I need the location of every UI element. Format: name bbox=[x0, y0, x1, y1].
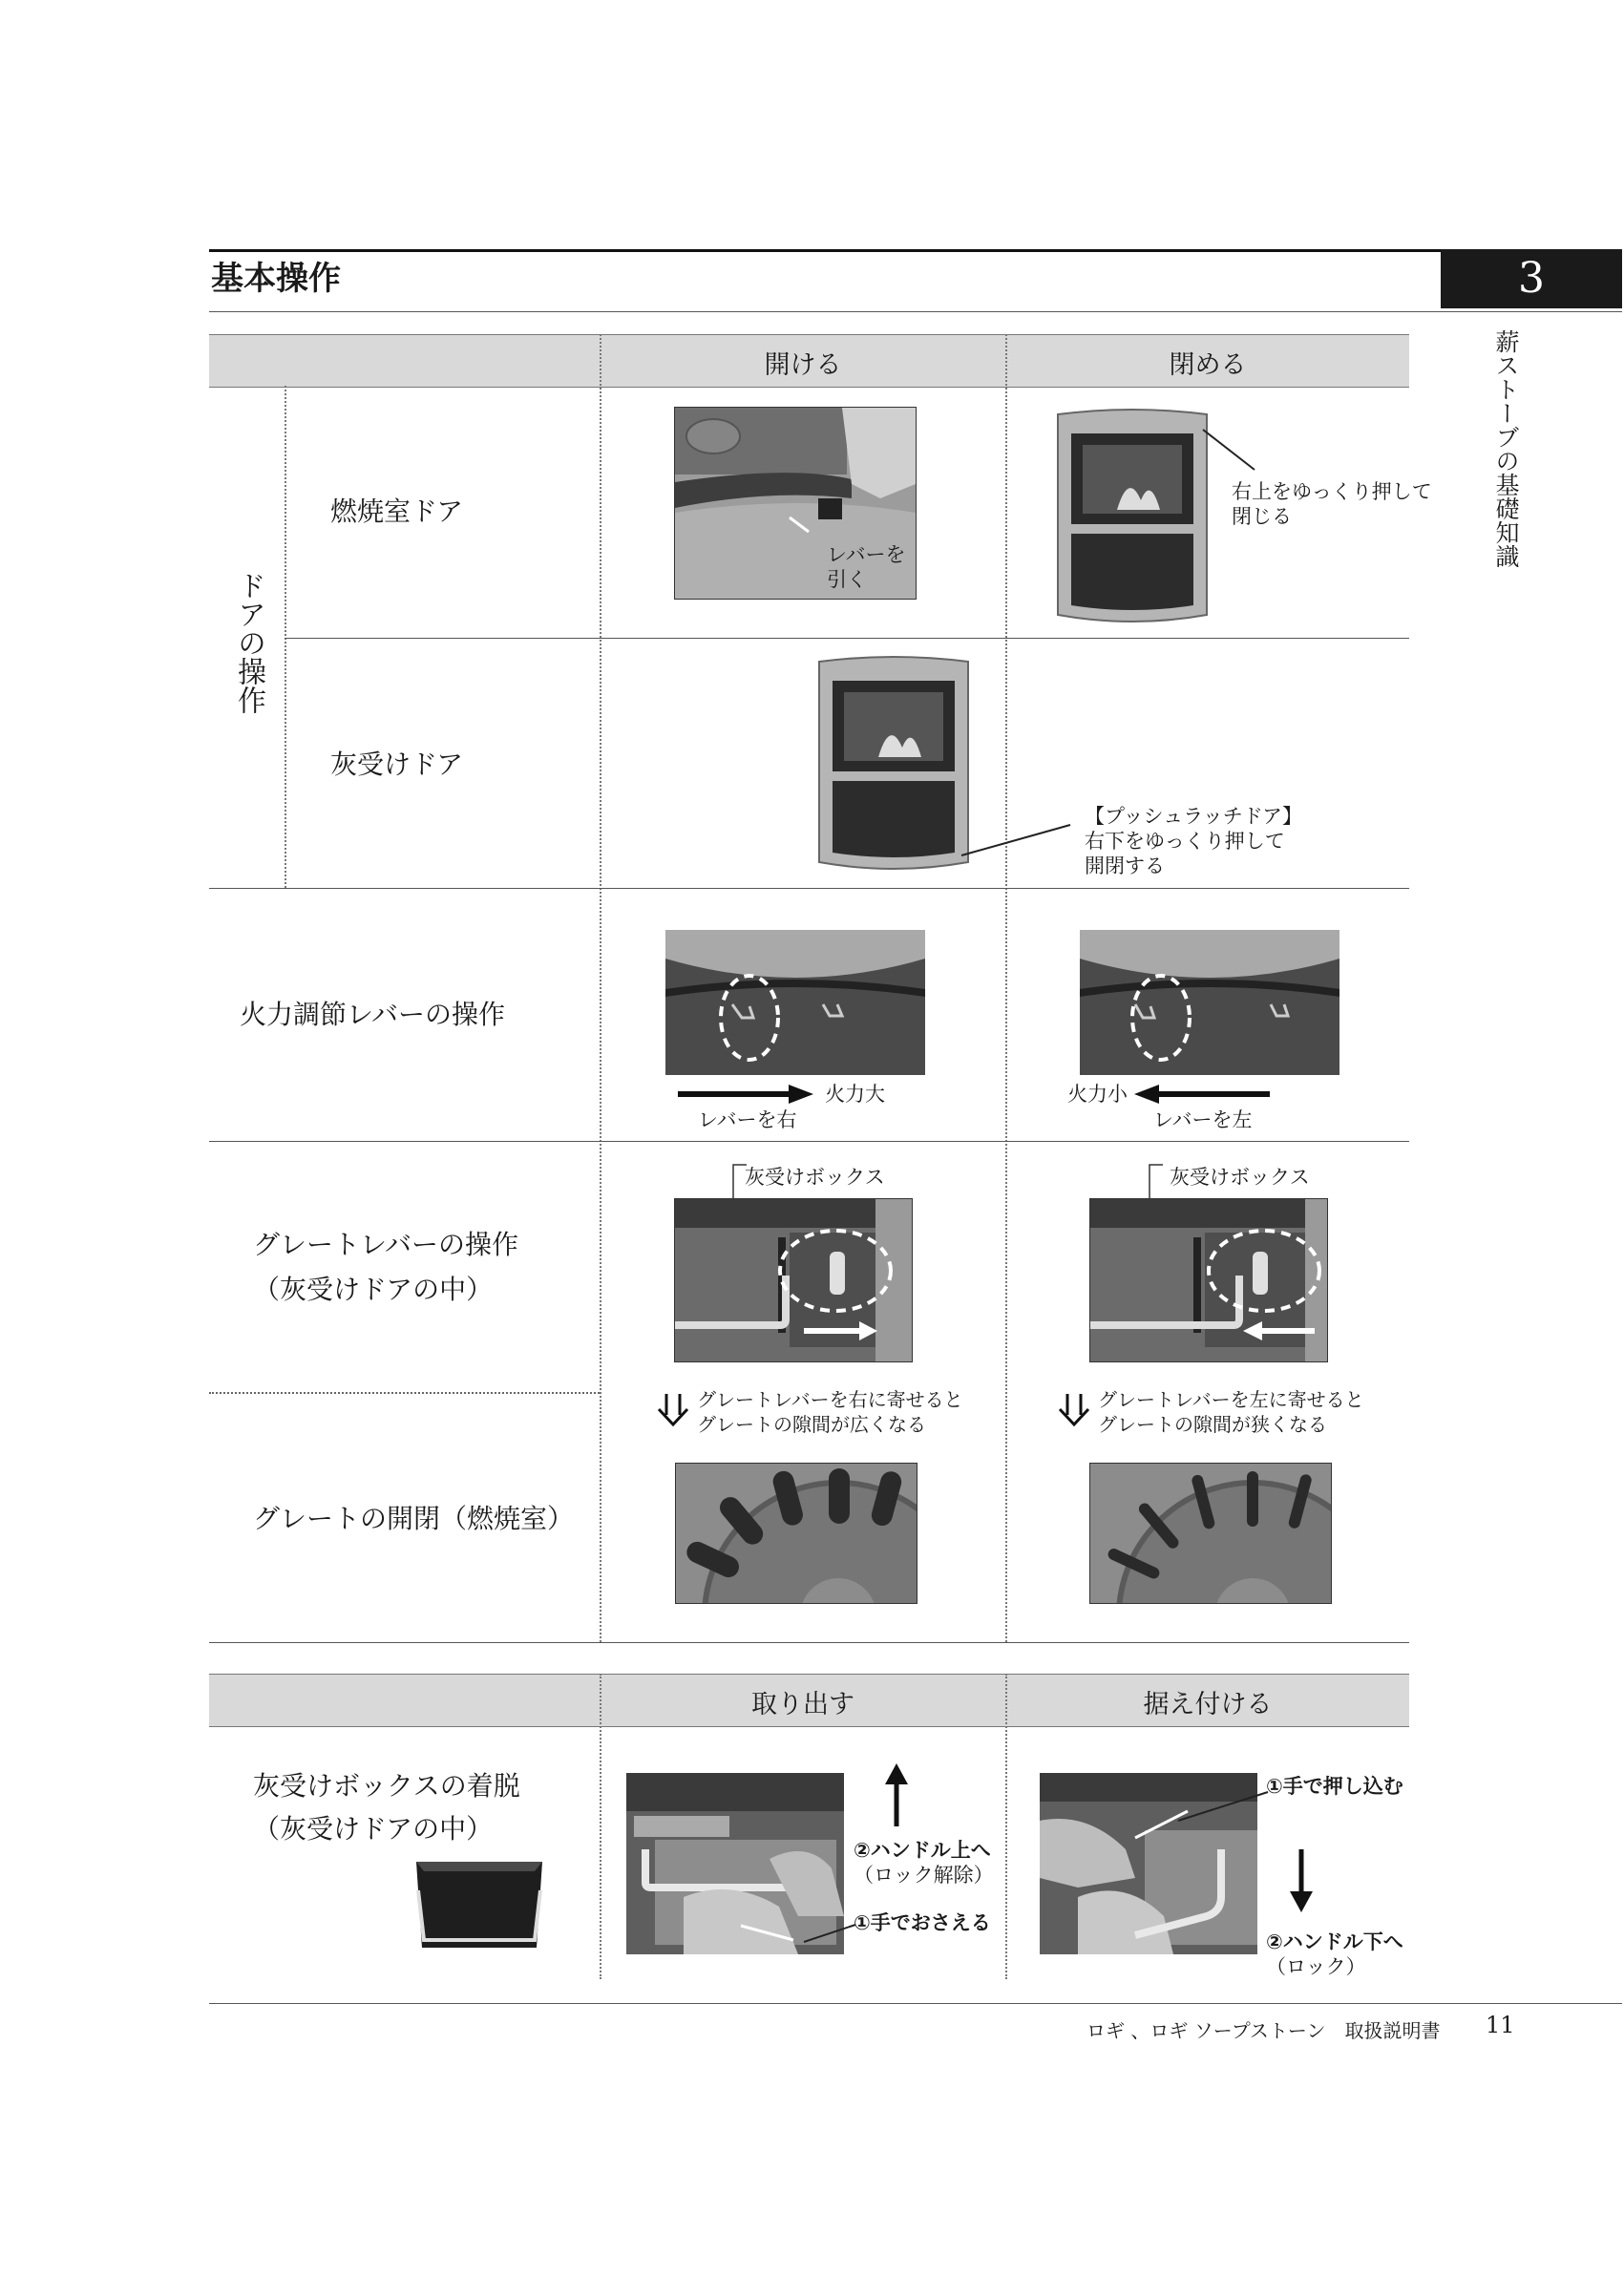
col-close-header: 閉める bbox=[1169, 350, 1247, 380]
note-install-push: ①手で押し込む bbox=[1266, 1775, 1403, 1798]
chapter-number: 3 bbox=[1441, 249, 1622, 308]
note-ash-box-open: 灰受けボックス bbox=[745, 1166, 885, 1189]
note-lever-right: レバーを右 bbox=[698, 1108, 797, 1131]
note-install-lock: （ロック） bbox=[1266, 1955, 1366, 1978]
note-remove-hold: ①手でおさえる bbox=[854, 1911, 991, 1934]
ash-box-illustration bbox=[412, 1852, 546, 1957]
note-pull-lever: レバーを 引く bbox=[827, 543, 906, 591]
note-ash-box-close: 灰受けボックス bbox=[1170, 1166, 1310, 1189]
note-remove-handle-up: ②ハンドル上へ bbox=[854, 1839, 991, 1862]
row-grate-lever-line2: （灰受けドアの中） bbox=[253, 1274, 494, 1305]
note-remove-unlock: （ロック解除） bbox=[854, 1864, 994, 1887]
down-arrow-icon bbox=[1287, 1847, 1316, 1914]
photo-grate-narrow bbox=[1089, 1463, 1332, 1604]
section-title: 基本操作 bbox=[211, 260, 341, 298]
door-operation-group-label: ドアの操作 bbox=[232, 571, 265, 714]
note-install-handle-down: ②ハンドル下へ bbox=[1266, 1930, 1403, 1953]
note-grate-left: グレートレバーを左に寄せると グレートの隙間が狭くなる bbox=[1098, 1388, 1364, 1436]
row-grate-lever-line1: グレートレバーの操作 bbox=[253, 1229, 519, 1260]
photo-grate-wide bbox=[675, 1463, 917, 1604]
col-install-header: 据え付ける bbox=[1143, 1690, 1273, 1719]
photo-grate-lever-right bbox=[674, 1198, 913, 1362]
photo-grate-lever-left bbox=[1089, 1198, 1328, 1362]
note-grate-right: グレートレバーを右に寄せると グレートの隙間が広くなる bbox=[697, 1388, 963, 1436]
row-ash-door: 灰受けドア bbox=[330, 749, 464, 780]
down-double-arrow-icon bbox=[1058, 1392, 1090, 1426]
note-fire-small: 火力小 bbox=[1067, 1083, 1128, 1106]
chapter-side-title: 薪ストーブの基礎知識 bbox=[1492, 329, 1520, 568]
photo-stove-close-door bbox=[1050, 405, 1214, 628]
page-number: 11 bbox=[1486, 2012, 1515, 2038]
down-double-arrow-icon bbox=[657, 1392, 689, 1426]
row-combustion-door: 燃焼室ドア bbox=[330, 496, 464, 527]
row-ash-box-line1: 灰受けボックスの着脱 bbox=[253, 1770, 520, 1802]
col-remove-header: 取り出す bbox=[751, 1690, 854, 1719]
photo-stove-ash-door bbox=[812, 652, 976, 875]
row-grate-open: グレートの開閉（燃焼室） bbox=[253, 1503, 575, 1534]
manual-title: ロギ 、ロギ ソープストーン 取扱説明書 bbox=[1086, 2019, 1441, 2042]
note-lever-left: レバーを左 bbox=[1153, 1108, 1253, 1131]
row-ash-box-line2: （灰受けドアの中） bbox=[253, 1813, 494, 1845]
col-open-header: 開ける bbox=[764, 350, 842, 380]
note-close-combustion: 右上をゆっくり押して 閉じる bbox=[1232, 480, 1432, 528]
up-arrow-icon bbox=[882, 1761, 911, 1828]
photo-fire-lever-right bbox=[665, 930, 925, 1075]
row-fire-lever: 火力調節レバーの操作 bbox=[240, 999, 506, 1030]
section-title-bar bbox=[209, 249, 1622, 312]
note-ash-door: 【プッシュラッチドア】 右下をゆっくり押して 開閉する bbox=[1085, 805, 1303, 877]
photo-fire-lever-left bbox=[1080, 930, 1339, 1075]
note-fire-big: 火力大 bbox=[825, 1083, 885, 1106]
